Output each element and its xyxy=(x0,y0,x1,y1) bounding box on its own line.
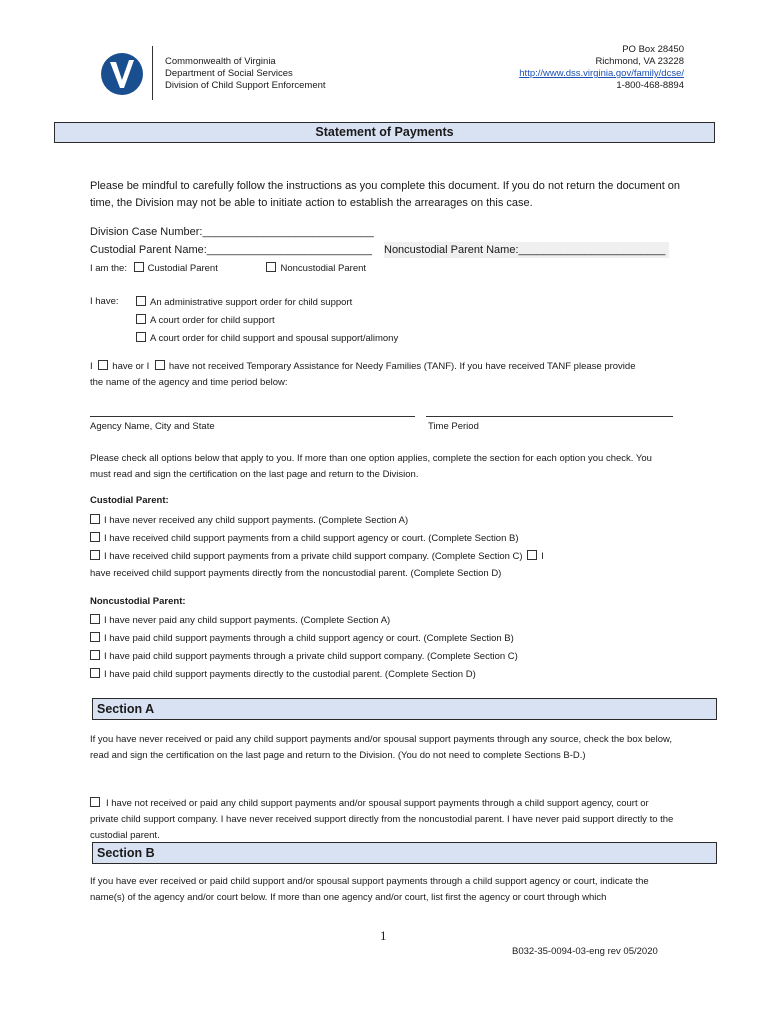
phone-number: 1-800-468-8894 xyxy=(616,80,684,91)
section-b-header xyxy=(92,842,717,864)
header-divider xyxy=(152,46,153,100)
tanf-have-not-checkbox[interactable] xyxy=(155,360,165,370)
custodial-heading: Custodial Parent: xyxy=(90,495,169,506)
section-b-title: Section B xyxy=(97,846,155,860)
tanf-part2: have or I xyxy=(112,361,150,372)
noncustodial-opt3-label: I have paid child support payments through a private child support company. (Complete Section C) xyxy=(104,651,518,662)
address-po-box: PO Box 28450 xyxy=(622,44,684,55)
custodial-opt2-label: I have received child support payments from a child support agency or court. (Complete Section B) xyxy=(104,533,519,544)
court-order-checkbox[interactable] xyxy=(136,314,146,324)
noncustodial-opt2-checkbox[interactable] xyxy=(90,632,100,642)
i-am-row xyxy=(90,262,366,275)
noncustodial-opt1-label: I have never paid any child support payments. (Complete Section A) xyxy=(104,615,391,626)
noncustodial-opt3-checkbox[interactable] xyxy=(90,650,100,660)
section-a-check-text: I have not received or paid any child support payments and/or spousal support payments through a child support agency, court or private child support company. I have never received support directly from the noncustodial parent. I have never paid support directly to the custodial parent. xyxy=(90,798,674,841)
custodial-opt4-label: have received child support payments directly from the noncustodial parent. (Complete Section D) xyxy=(90,568,502,579)
custodial-opt3-label: I have received child support payments from a private child support company. (Complete Section C) xyxy=(104,551,523,562)
agency-label: Agency Name, City and State xyxy=(90,421,215,432)
i-have-label: I have: xyxy=(90,296,119,307)
section-a-checkbox[interactable] xyxy=(90,797,100,807)
tanf-part1: I xyxy=(90,361,93,372)
noncustodial-opt4-checkbox[interactable] xyxy=(90,668,100,678)
tanf-row xyxy=(90,360,635,373)
section-a-title: Section A xyxy=(97,702,155,716)
section-a-header xyxy=(92,698,717,720)
page-title: Statement of Payments xyxy=(315,125,454,139)
noncustodial-opt1-checkbox[interactable] xyxy=(90,614,100,624)
address-city: Richmond, VA 23228 xyxy=(595,56,684,67)
noncustodial-name-field[interactable]: Noncustodial Parent Name:________________________ xyxy=(384,242,669,258)
org-line-3: Division of Child Support Enforcement xyxy=(165,80,326,91)
custodial-opt3-tail: I xyxy=(541,551,544,562)
noncustodial-opt2-label: I have paid child support payments through a child support agency or court. (Complete Section B) xyxy=(104,633,514,644)
check-instructions: Please check all options below that apply to you. If more than one option applies, complete the section for each option you check. You must read and sign the certification on the last page and return to the Division. xyxy=(90,453,652,480)
custodial-options xyxy=(90,514,690,586)
org-line-1: Commonwealth of Virginia xyxy=(165,56,276,67)
form-id: B032-35-0094-03-eng rev 05/2020 xyxy=(512,946,658,957)
noncustodial-options xyxy=(90,614,690,686)
page-number: 1 xyxy=(380,928,387,943)
custodial-opt1-checkbox[interactable] xyxy=(90,514,100,524)
tanf-part3: have not received Temporary Assistance for Needy Families (TANF). If you have received TANF please provide xyxy=(168,361,636,372)
custodial-opt3-checkbox[interactable] xyxy=(90,550,100,560)
admin-order-label: An administrative support order for child support xyxy=(150,297,353,308)
court-order-label: A court order for child support xyxy=(150,315,275,326)
noncustodial-parent-label: Noncustodial Parent xyxy=(280,263,367,274)
custodial-name-field[interactable]: Custodial Parent Name:___________________________ xyxy=(90,244,372,256)
address-block xyxy=(519,44,684,92)
time-period-line[interactable] xyxy=(426,405,673,417)
custodial-parent-checkbox[interactable] xyxy=(134,262,144,272)
custodial-opt2-checkbox[interactable] xyxy=(90,532,100,542)
section-a-check-row xyxy=(90,796,675,844)
noncustodial-heading: Noncustodial Parent: xyxy=(90,596,186,607)
court-order-spousal-label: A court order for child support and spousal support/alimony xyxy=(150,333,399,344)
tanf-have-checkbox[interactable] xyxy=(98,360,108,370)
i-have-options xyxy=(136,296,398,350)
website-link[interactable]: http://www.dss.virginia.gov/family/dcse/ xyxy=(519,68,684,79)
section-a-text: If you have never received or paid any child support payments and/or spousal support payments through any source, check the box below, read and sign the certification on the last page and return to the Division. (You do not need to complete Sections B-D.) xyxy=(90,734,672,761)
noncustodial-opt4-label: I have paid child support payments directly to the custodial parent. (Complete Section D) xyxy=(104,669,476,680)
agency-line[interactable] xyxy=(90,405,415,417)
org-line-2: Department of Social Services xyxy=(165,68,293,79)
custodial-opt1-label: I have never received any child support payments. (Complete Section A) xyxy=(104,515,409,526)
title-bar xyxy=(54,122,715,143)
admin-order-checkbox[interactable] xyxy=(136,296,146,306)
court-order-spousal-checkbox[interactable] xyxy=(136,332,146,342)
tanf-line2: the name of the agency and time period below: xyxy=(90,377,288,388)
logo-icon xyxy=(100,52,144,96)
dss-logo xyxy=(100,52,144,96)
noncustodial-parent-checkbox[interactable] xyxy=(266,262,276,272)
org-block xyxy=(165,56,326,92)
case-number-field[interactable]: Division Case Number:____________________________ xyxy=(90,226,374,238)
section-b-text: If you have ever received or paid child support and/or spousal support payments through a child support agency or court, indicate the name(s) of the agency and/or court below. If more than one agency and/or court, list first the agency or court through which xyxy=(90,876,649,903)
custodial-parent-label: Custodial Parent xyxy=(147,263,218,274)
i-am-label: I am the: xyxy=(90,263,127,274)
intro-text: Please be mindful to carefully follow the instructions as you complete this document. If you do not return the document on time, the Division may not be able to initiate action to establish the arrearages on this case. xyxy=(90,180,681,209)
custodial-opt4-checkbox[interactable] xyxy=(527,550,537,560)
time-period-label: Time Period xyxy=(428,421,479,432)
